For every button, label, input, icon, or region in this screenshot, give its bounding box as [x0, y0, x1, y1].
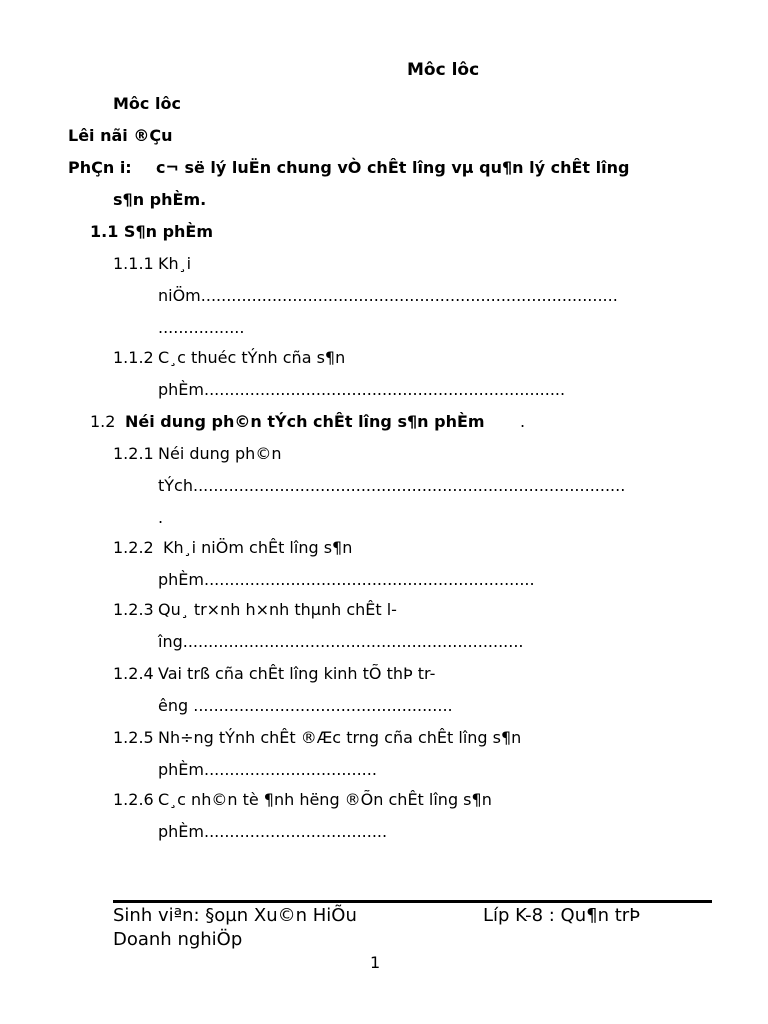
toc-section-1-2-4-leader: êng ................................................... — [158, 696, 453, 715]
toc-section-1-2-num: 1.2 — [90, 412, 116, 431]
toc-section-1-2-2-text: Kh¸i niÖm chÊt lîng s¶n — [163, 538, 353, 557]
toc-section-1-2-dot: . — [520, 412, 526, 431]
toc-section-1-2-2-num: 1.2.2 — [113, 538, 154, 557]
toc-section-1-2-6-leader: phÈm.................................... — [158, 822, 388, 841]
toc-section-1-2-3-leader: îng................................................................... — [158, 632, 524, 651]
toc-section-1-1-1-num: 1.1.1 — [113, 254, 154, 273]
page-title: Môc lôc — [407, 60, 480, 80]
footer-line2: Doanh nghiÖp — [113, 929, 243, 950]
toc-section-1-1-1-text: Kh¸i — [158, 254, 192, 273]
toc-part1-text-cont: s¶n phÈm. — [113, 190, 207, 209]
footer-rule — [113, 900, 712, 903]
toc-section-1-2-5-leader: phÈm.................................. — [158, 760, 377, 779]
toc-section-1-2-title: Néi dung ph©n tÝch chÊt lîng s¶n phÈm — [125, 412, 485, 431]
toc-section-1-1-2-num: 1.1.2 — [113, 348, 154, 367]
toc-section-1-1-2-text: C¸c thuéc tÝnh cña s¶n — [158, 348, 346, 367]
toc-section-1-2-1-num: 1.2.1 — [113, 444, 154, 463]
toc-section-1-2-1-leader: tÝch..................................................................................... — [158, 476, 626, 495]
toc-part1-label: PhÇn i: — [68, 158, 132, 177]
toc-section-1-2-1-leader-cont: . — [158, 508, 164, 527]
footer-student: Sinh viªn: §oµn Xu©n HiÕu — [113, 905, 357, 926]
toc-section-1-2-3-text: Qu¸ tr×nh h×nh thµnh chÊt l- — [158, 600, 397, 619]
toc-intro: Lêi nãi ®Çu — [68, 126, 173, 145]
toc-section-1-2-4-num: 1.2.4 — [113, 664, 154, 683]
toc-section-1-2-6-num: 1.2.6 — [113, 790, 154, 809]
toc-section-1-2-3-num: 1.2.3 — [113, 600, 154, 619]
toc-section-1-1-1-leader: niÖm.................................................................................. — [158, 286, 618, 305]
toc-heading: Môc lôc — [113, 94, 181, 113]
toc-section-1-1-2-leader: phÈm....................................................................... — [158, 380, 566, 399]
footer-class: Líp K-8 : Qu¶n trÞ — [483, 905, 641, 926]
page-number: 1 — [370, 953, 381, 972]
toc-section-1-2-2-leader: phÈm................................................................. — [158, 570, 535, 589]
toc-section-1-2-1-text: Néi dung ph©n — [158, 444, 282, 463]
toc-section-1-1: 1.1 S¶n phÈm — [90, 222, 214, 241]
toc-section-1-2-5-num: 1.2.5 — [113, 728, 154, 747]
toc-part1-text: c¬ së lý luËn chung vÒ chÊt lîng vµ qu¶n lý chÊt lîng — [156, 158, 630, 177]
toc-section-1-2-5-text: Nh÷ng tÝnh chÊt ®Æc trng cña chÊt lîng s¶n — [158, 728, 522, 747]
toc-section-1-2-6-text: C¸c nh©n tè ¶nh hëng ®Õn chÊt lîng s¶n — [158, 790, 492, 809]
toc-section-1-1-1-leader-cont: ................. — [158, 318, 245, 337]
toc-section-1-2-4-text: Vai trß cña chÊt lîng kinh tÕ thÞ tr- — [158, 664, 436, 683]
